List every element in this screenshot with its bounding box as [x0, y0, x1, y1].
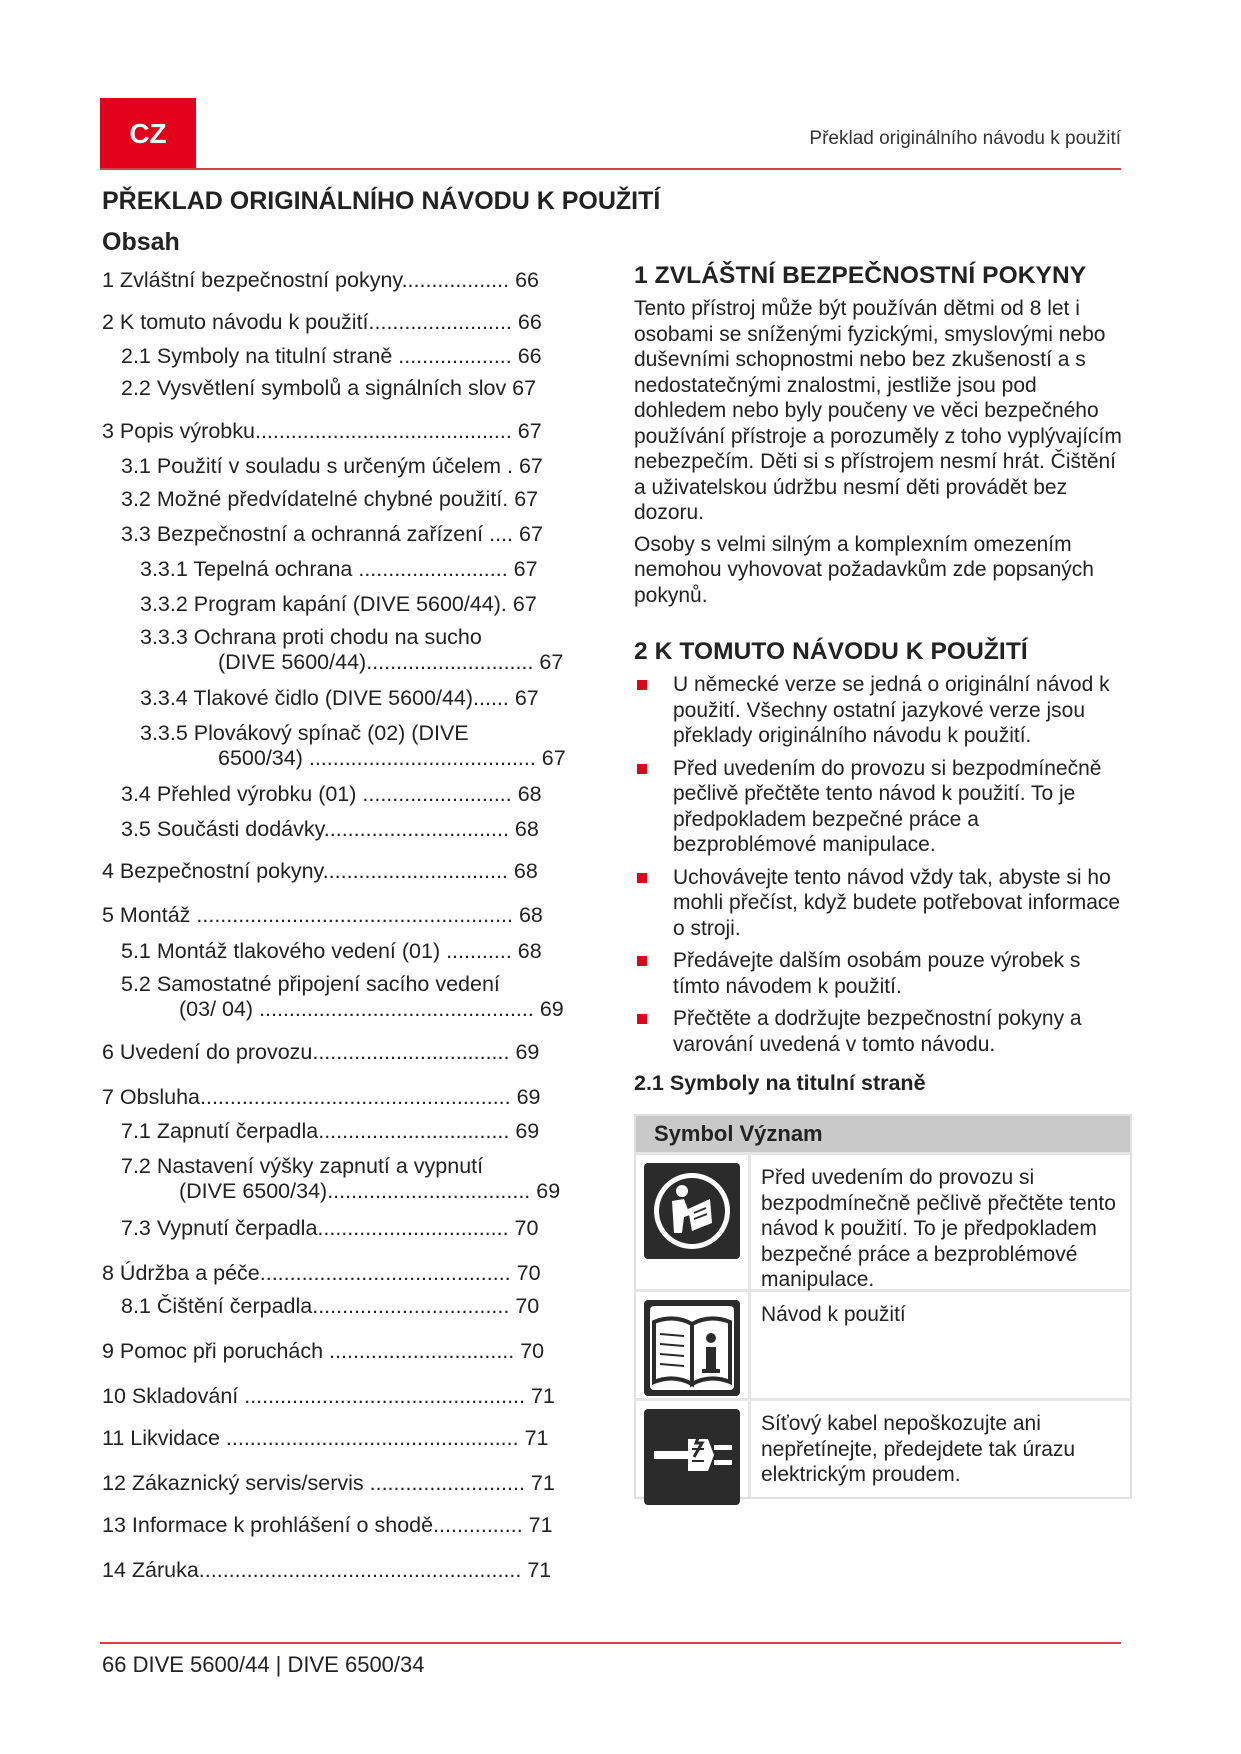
toc-entry[interactable]: 3.1 Použití v souladu s určeným účelem . 67: [121, 454, 543, 478]
running-header: Překlad originálního návodu k použití: [809, 128, 1121, 149]
instruction-list: [634, 672, 1128, 1057]
symbol-cell: [636, 1401, 751, 1497]
bullet-square-icon: [637, 680, 647, 690]
column-header-symbol: Symbol: [654, 1121, 734, 1146]
toc-entry[interactable]: 14 Záruka...................................................... 71: [102, 1558, 552, 1582]
section-1-paragraph: Osoby s velmi silným a komplexním omezením nemohou vyhovovat požadavkům zde popsaných pokynů.: [634, 532, 1094, 607]
section-2-title: 2 K TOMUTO NÁVODU K POUŽITÍ: [634, 638, 1028, 665]
toc-entry[interactable]: 1 Zvláštní bezpečnostní pokyny.................. 66: [102, 268, 539, 292]
toc-entry[interactable]: 10 Skladování ............................................... 71: [102, 1384, 555, 1408]
toc-entry[interactable]: 3.3.5 Plovákový spínač (02) (DIVE 6500/34) ...................................... 67: [140, 721, 566, 770]
toc-entry[interactable]: 3.2 Možné předvídatelné chybné použití. 67: [121, 487, 539, 511]
toc-entry[interactable]: 5 Montáž ..................................................... 68: [102, 903, 543, 927]
table-row: [636, 1398, 1130, 1497]
toc-entry[interactable]: 7.3 Vypnutí čerpadla................................ 70: [121, 1216, 539, 1240]
content-column: [634, 262, 1128, 1499]
toc-entry[interactable]: 7 Obsluha.................................................... 69: [102, 1085, 541, 1109]
toc-entry[interactable]: 12 Zákaznický servis/servis .......................... 71: [102, 1471, 555, 1495]
toc-entry[interactable]: 8.1 Čištění čerpadla................................. 70: [121, 1294, 540, 1318]
bullet-square-icon: [637, 956, 647, 966]
meaning-cell: Síťový kabel nepoškozujte ani nepřetínejte, předejdete tak úrazu elektrickým proudem.: [761, 1412, 1076, 1486]
table-row: [636, 1152, 1130, 1289]
footer-divider: [100, 1642, 1121, 1644]
toc-heading: Obsah: [102, 228, 180, 256]
symbols-table: [634, 1114, 1132, 1499]
document-title: PŘEKLAD ORIGINÁLNÍHO NÁVODU K POUŽITÍ: [102, 187, 661, 215]
read-manual-icon: [644, 1163, 740, 1259]
toc-entry[interactable]: 8 Údržba a péče.......................................... 70: [102, 1261, 541, 1285]
language-badge: CZ: [100, 98, 196, 170]
power-plug-icon: [644, 1409, 740, 1505]
toc-entry[interactable]: 3.5 Součásti dodávky............................... 68: [121, 817, 539, 841]
toc-entry[interactable]: 7.2 Nastavení výšky zapnutí a vypnutí (DIVE 6500/34).................................. 69: [121, 1154, 561, 1203]
meaning-cell: Návod k použití: [761, 1303, 906, 1326]
list-item: Uchovávejte tento návod vždy tak, abyste si ho mohli přečíst, když budete potřebovat informace o stroji.: [634, 865, 1128, 942]
list-item: Přečtěte a dodržujte bezpečnostní pokyny a varování uvedená v tomto návodu.: [634, 1006, 1128, 1057]
meaning-cell: Před uvedením do provozu si bezpodmínečně pečlivě přečtěte tento návod k použití. To je předpokladem bezpečné práce a bezproblémové manipulace.: [761, 1166, 1116, 1291]
toc-entry[interactable]: 3.3.2 Program kapání (DIVE 5600/44). 67: [140, 592, 537, 616]
bullet-square-icon: [637, 764, 647, 774]
list-item: Před uvedením do provozu si bezpodmínečně pečlivě přečtěte tento návod k použití. To je předpokladem bezpečné práce a bezproblémové manipulace.: [634, 756, 1128, 858]
list-item: U německé verze se jedná o originální návod k použití. Všechny ostatní jazykové verze jsou překlady originálního návodu k použití.: [634, 672, 1128, 749]
bullet-square-icon: [637, 1014, 647, 1024]
toc-entry[interactable]: 11 Likvidace ................................................. 71: [102, 1426, 549, 1450]
subsection-title: 2.1 Symboly na titulní straně: [634, 1071, 926, 1095]
column-header-meaning: Význam: [739, 1121, 823, 1146]
table-row: [636, 1289, 1130, 1398]
toc-entry[interactable]: 5.2 Samostatné připojení sacího vedení (03/ 04) .............................................. 69: [121, 972, 564, 1021]
toc-entry[interactable]: 3.3.1 Tepelná ochrana ......................... 67: [140, 557, 538, 581]
toc-entry[interactable]: 3.3.3 Ochrana proti chodu na sucho (DIVE 5600/44)............................ 67: [140, 625, 564, 674]
toc-entry[interactable]: 2 K tomuto návodu k použití........................ 66: [102, 310, 542, 334]
list-item: Předávejte dalším osobám pouze výrobek s tímto návodem k použití.: [634, 948, 1128, 999]
symbol-cell: [636, 1292, 751, 1398]
section-1-paragraph: Tento přístroj může být používán dětmi od 8 let i osobami se sníženými fyzickými, smyslovými nebo duševními schopnostmi nebo bez zkušeností a s nedostatečnými znalostmi, jestliže jsou pod dohledem nebo byly poučeny ve věci bezpečného používání přístroje a porozuměly z toho vyplývajícím nebezpečím. Děti si s přístrojem nesmí hrát. Čištění a uživatelskou údržbu nesmí děti provádět bez dozoru.: [634, 297, 1122, 524]
page-footer: 66 DIVE 5600/44 | DIVE 6500/34: [102, 1652, 425, 1677]
bullet-square-icon: [637, 873, 647, 883]
symbol-cell: [636, 1155, 751, 1289]
toc-entry[interactable]: 4 Bezpečnostní pokyny............................... 68: [102, 859, 538, 883]
table-header: [636, 1116, 1130, 1152]
toc-entry[interactable]: 3.4 Přehled výrobku (01) ......................... 68: [121, 782, 542, 806]
section-1-title: 1 ZVLÁŠTNÍ BEZPEČNOSTNÍ POKYNY: [634, 262, 1087, 289]
header-divider: [100, 168, 1121, 170]
toc-entry[interactable]: 3 Popis výrobku........................................... 67: [102, 419, 542, 443]
toc-entry[interactable]: 7.1 Zapnutí čerpadla................................ 69: [121, 1119, 540, 1143]
toc-entry[interactable]: 3.3 Bezpečnostní a ochranná zařízení .... 67: [121, 522, 543, 546]
toc-entry[interactable]: 2.1 Symboly na titulní straně ................... 66: [121, 344, 542, 368]
toc-entry[interactable]: 13 Informace k prohlášení o shodě............... 71: [102, 1513, 553, 1537]
toc-entry[interactable]: 2.2 Vysvětlení symbolů a signálních slov 67: [121, 376, 537, 400]
toc-entry[interactable]: 6 Uvedení do provozu................................. 69: [102, 1040, 540, 1064]
toc-entry[interactable]: 5.1 Montáž tlakového vedení (01) ........... 68: [121, 939, 542, 963]
toc-entry[interactable]: 3.3.4 Tlakové čidlo (DIVE 5600/44)...... 67: [140, 686, 539, 710]
toc-entry[interactable]: 9 Pomoc při poruchách ............................... 70: [102, 1339, 545, 1363]
manual-info-icon: [644, 1300, 740, 1396]
